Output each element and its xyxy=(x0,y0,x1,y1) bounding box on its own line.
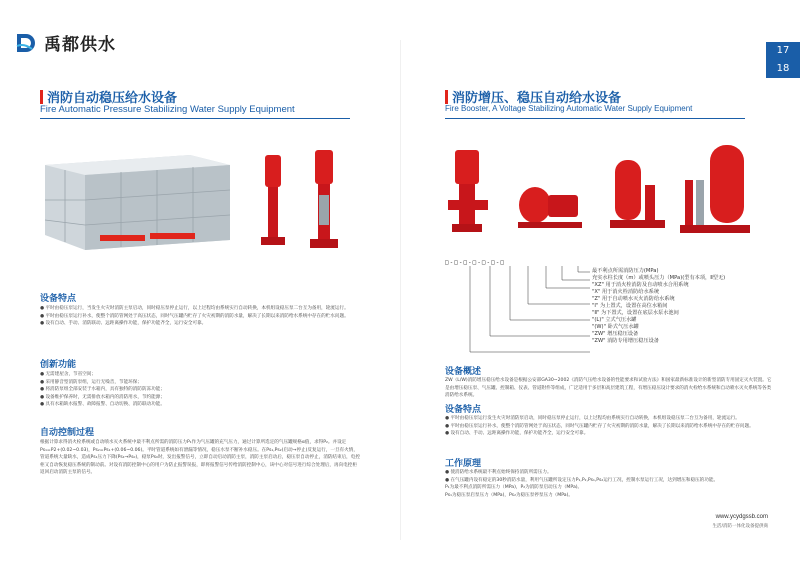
model-code-leader-lines xyxy=(450,266,590,356)
model-annotation: 充实水柱长度（m）或喷头压力（MPa)(型有本项，Ⅱ型无) xyxy=(592,275,726,281)
left-feature-item: ● 设有自动、手动、消防联动、远距离操作功能，保护功能齐全，运行安全可靠。 xyxy=(40,321,207,327)
water-tank-image xyxy=(40,140,240,260)
booster-equipment-image xyxy=(440,140,760,250)
control-text xyxy=(40,439,360,477)
left-features-title: 设备特点 xyxy=(40,294,77,304)
left-title-cn: 消防自动稳压给水设备 xyxy=(47,91,178,106)
right-feature-item: ● 平时由稳压泵运行补水，使整个消防管网处于高压状态，同时气压罐内贮存了火灾初期的消防水量，解决了长期以来消防给水系统中存在的贮存问题。 xyxy=(445,423,754,429)
model-annotations xyxy=(592,268,782,345)
heading-accent-bar xyxy=(40,90,43,104)
right-features-list xyxy=(445,415,775,438)
model-annotation: "Z" 用于自动喷水灭火消防给水系统 xyxy=(592,296,675,302)
brand-name: 禹都供水 xyxy=(44,35,116,55)
vertical-pumps-image xyxy=(255,145,355,260)
page-number-17: 17 xyxy=(766,42,800,60)
model-annotation: "ZW" 消防专用增压稳压设备 xyxy=(592,338,659,344)
principle-item: P₁为最不利点消防所需压力（MPa)，P₂为消防泵启动压力（MPa)。 xyxy=(445,485,583,491)
page-number-18: 18 xyxy=(766,60,800,78)
innovation-item: ● 采用静音型消防泵组，运行无噪音，节能环保； xyxy=(40,379,142,385)
brand-d-icon xyxy=(14,31,38,55)
model-annotation: "(W)" 卧式气压水罐 xyxy=(592,324,639,330)
overview-title: 设备概述 xyxy=(445,367,482,377)
model-annotation: "I" 为上置式，设置在高位水箱间 xyxy=(592,303,668,309)
brand-logo xyxy=(14,30,116,55)
principle-title: 工作原理 xyxy=(445,459,482,469)
model-annotation: "Ⅱ" 为下置式，设置在底层水泵水池间 xyxy=(592,310,679,316)
page-divider xyxy=(400,40,401,540)
principle-item: ● 使消防给水系统最不利点始终保持消防所需压力。 xyxy=(445,470,552,475)
principle-item: Ps₁为稳压泵启泵压力（MPa)，Ps₂为稳压泵停泵压力（MPa)。 xyxy=(445,492,573,498)
model-annotation: "(L)" 立式气压水罐 xyxy=(592,317,637,323)
innovation-item: ● 具有水箱缺水报警、故障报警、自动切换、消防联动功能。 xyxy=(40,402,165,408)
control-paragraph: 根据计算求得消火栓系统或自动喷水灭火系统中最不利点所需的消防压力P₁作为气压罐的充气压力，通过计算所选定的气压罐规格α值，求得P₂。并设定Ps₁=P2+(0.02~0.03)，Ps₂=Ps₁+(0.06~0.06)。平时管道系统如有泄漏等情况，稳压水泵不断补水稳压。在Ps₁,Ps₂(启动→停止)反复运行，一旦有火情，管道系统大量缺水，造成Ps₁压力下降(Ps₁→Ps₀)，稳泵Ps₀时，发出报警信号，立即自动启动消防主泵，消防主泵启动后，稳压泵自动停止，消防结束后，电控柜又自动恢复稳压系统的制动前。对设有消防控制中心的用户为防止报警误报，即将报警信号传给消防控制中心，该中心对信号进行综合处理后，再向电控柜返回启动消防主泵的信号。 xyxy=(40,440,360,476)
left-title-rule xyxy=(40,118,350,119)
footer-tagline: 生活/消防一体化设备提供商 xyxy=(712,524,768,529)
innovation-item: ● 无需建屋舍，节省空间； xyxy=(40,372,97,377)
right-features-title: 设备特点 xyxy=(445,405,482,415)
model-annotation: "XZ" 用于消火栓消防及自动喷水合用系统 xyxy=(592,282,689,288)
overview-text xyxy=(445,377,775,400)
control-title: 自动控制过程 xyxy=(40,428,95,438)
model-code-boxes: □-□-□-□-□-□-□ xyxy=(445,259,505,266)
innovation-list xyxy=(40,371,350,409)
right-feature-item: ● 平时由稳压泵运行发生火灾时消防泵启动，同时稳压泵停止运行，以上过程均由系统实行自动转换，本机组设稳压泵二台互为备用，轮流运行。 xyxy=(445,416,740,421)
overview-paragraph: ZW（L/W)消防增压稳压给水设备是根据公安部GA30~2002《消防气压给水设备的性能要求和试验方法》和国家最新标准设计的新型消防专用固定灭火装置。它是由增压稳压泵、气压罐、控制箱、仪表、管道附件等组成，广泛适用于多层和高层建筑工程，有增压稳压设计要求的消火栓给水系统和自动喷水灭火系统等各类消防给水系统。 xyxy=(445,378,772,399)
right-feature-item: ● 设有自动、手动、远距离操作功能，保护功能齐全，运行安全可靠。 xyxy=(445,431,589,437)
left-features-list xyxy=(40,305,350,328)
innovation-item: ● 将消防泵组全部安装于水箱内，具有独特的消防防冻功能； xyxy=(40,387,165,393)
right-title-cn: 消防增压、稳压自动给水设备 xyxy=(452,91,622,106)
right-title-en: Fire Booster, A Voltage Stabilizing Automatic Water Supply Equipment xyxy=(445,104,693,113)
innovation-title: 创新功能 xyxy=(40,360,77,370)
left-feature-item: ● 平时由稳压泵运行补水，使整个消防管网处于高压状态，同时气压罐内贮存了火灾初期的消防水量，解决了长期以来消防给水系统中存在的贮水问题。 xyxy=(40,313,349,319)
model-annotation: "X" 用于消火栓消防给水系统 xyxy=(592,289,660,295)
model-annotation: "ZW" 增压稳压设备 xyxy=(592,331,639,337)
footer-url[interactable]: www.ycydgssb.com xyxy=(715,514,768,520)
left-feature-item: ● 平时由稳压泵运行，当发生火灾时消防主泵启动，同时稳压泵停止运行，以上过程均由系统实行自动转换，本机组设稳压泵二台互为备用，轮流运行。 xyxy=(40,306,349,311)
principle-list xyxy=(445,469,775,499)
innovation-item: ● 设备维护保养时，无需排放水箱内的消防用水，节约能源； xyxy=(40,394,165,400)
left-title-en: Fire Automatic Pressure Stabilizing Water Supply Equipment xyxy=(40,104,295,115)
principle-item: ● 在气压罐内设有稳定的30秒消防水量，利用气压罐所设定压力P₁,P₂,Ps₁,Ps₂运行工况，控制水泵运行工况，达到增压和稳压的功能。 xyxy=(445,477,719,483)
heading-accent-bar xyxy=(445,90,448,104)
model-annotation: 最不利点所需消防压力(MPa) xyxy=(592,268,659,274)
right-title-rule xyxy=(445,118,745,119)
